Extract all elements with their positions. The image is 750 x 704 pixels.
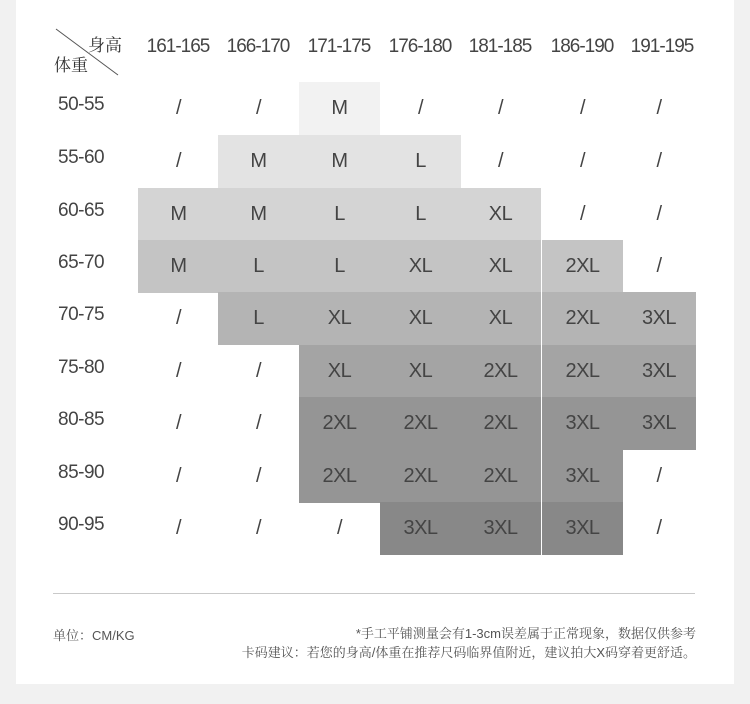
size-cell: XL	[380, 292, 461, 345]
size-cell: /	[656, 150, 662, 172]
size-cell: M	[138, 188, 219, 241]
height-range-header: 161-165	[146, 36, 210, 57]
height-range-header: 176-180	[388, 36, 452, 57]
size-cell: M	[218, 135, 299, 188]
size-cell: /	[175, 517, 182, 539]
size-cell: 2XL	[460, 345, 541, 398]
size-cell: 2XL	[542, 292, 623, 345]
size-cell: /	[175, 97, 182, 119]
size-cell: /	[497, 97, 504, 119]
weight-range-header: 85-90	[58, 462, 105, 483]
size-cell: /	[255, 465, 262, 487]
size-cell: L	[380, 188, 461, 241]
size-cell: L	[218, 240, 299, 293]
weight-range-header: 80-85	[58, 409, 105, 430]
size-cell: 3XL	[622, 292, 696, 345]
weight-range-header: 60-65	[58, 200, 105, 221]
size-cell: /	[579, 97, 586, 119]
size-cell: 3XL	[622, 345, 696, 398]
footer-divider	[53, 593, 695, 594]
height-range-header: 171-175	[307, 36, 371, 57]
size-cell: /	[255, 412, 262, 434]
size-cell: /	[497, 150, 504, 172]
weight-range-header: 70-75	[58, 304, 105, 325]
size-cell: /	[255, 517, 262, 539]
weight-range-header: 55-60	[58, 147, 105, 168]
size-cell: L	[380, 135, 461, 188]
size-cell: 3XL	[380, 502, 461, 555]
measurement-note: *手工平铺测量会有1-3cm误差属于正常现象，数据仅供参考	[355, 626, 696, 641]
weight-range-header: 75-80	[58, 357, 105, 378]
size-cell: 2XL	[460, 450, 541, 503]
size-cell: M	[218, 188, 299, 241]
size-cell: XL	[380, 240, 461, 293]
size-cell: M	[138, 240, 219, 293]
size-cell: 2XL	[542, 345, 623, 398]
size-cell: 3XL	[542, 397, 623, 450]
height-range-header: 191-195	[630, 36, 694, 57]
size-cell: 3XL	[542, 450, 623, 503]
height-range-header: 186-190	[550, 36, 614, 57]
size-cell: /	[175, 465, 182, 487]
size-cell: /	[656, 97, 662, 119]
size-cell: /	[255, 97, 262, 119]
size-cell: /	[175, 360, 182, 382]
table-corner-header	[54, 28, 120, 76]
size-cell: XL	[380, 345, 461, 398]
height-range-header: 166-170	[226, 36, 290, 57]
size-cell: /	[175, 307, 182, 329]
size-cell: /	[656, 255, 662, 277]
size-cell: 2XL	[299, 450, 380, 503]
size-cell: XL	[299, 345, 380, 398]
size-cell: 3XL	[542, 502, 623, 555]
size-cell: XL	[460, 292, 541, 345]
weight-range-header: 90-95	[58, 514, 105, 535]
size-cell: /	[336, 517, 343, 539]
size-cell: /	[656, 517, 662, 539]
size-cell: 2XL	[299, 397, 380, 450]
size-cell: 2XL	[380, 397, 461, 450]
size-cell: /	[656, 203, 662, 225]
size-cell: /	[579, 150, 586, 172]
size-cell: /	[255, 360, 262, 382]
size-cell: /	[417, 97, 424, 119]
size-cell: XL	[299, 292, 380, 345]
height-axis-label: 身高	[88, 36, 122, 55]
size-suggestion-note: 卡码建议：若您的身高/体重在推荐尺码临界值附近，建议拍大X码穿着更舒适。	[241, 645, 696, 660]
size-cell: 3XL	[460, 502, 541, 555]
size-cell: 2XL	[380, 450, 461, 503]
size-cell: L	[299, 240, 380, 293]
unit-label: 单位：CM/KG	[53, 628, 135, 643]
size-cell: XL	[460, 188, 541, 241]
size-cell: 3XL	[622, 397, 696, 450]
size-cell: 2XL	[542, 240, 623, 293]
size-cell: XL	[460, 240, 541, 293]
weight-axis-label: 体重	[54, 56, 88, 75]
size-cell: L	[299, 188, 380, 241]
size-cell: /	[175, 150, 182, 172]
size-cell: /	[579, 203, 586, 225]
size-cell: /	[175, 412, 182, 434]
size-cell: /	[656, 465, 662, 487]
height-range-header: 181-185	[468, 36, 532, 57]
size-cell: L	[218, 292, 299, 345]
size-cell: M	[299, 135, 380, 188]
size-cell: M	[299, 82, 380, 135]
weight-range-header: 65-70	[58, 252, 105, 273]
weight-range-header: 50-55	[58, 94, 105, 115]
size-cell: 2XL	[460, 397, 541, 450]
